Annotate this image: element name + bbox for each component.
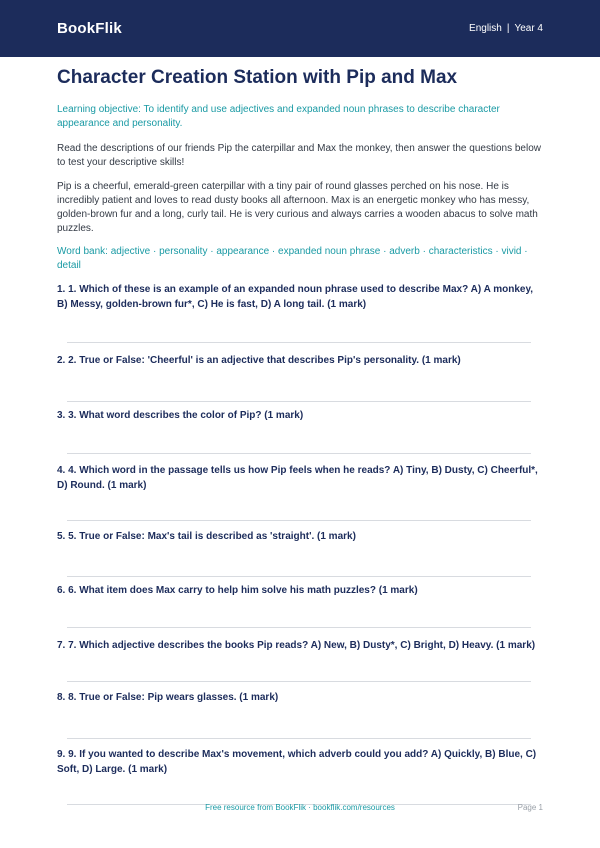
year-label: Year 4 xyxy=(514,23,543,34)
answer-line-1[interactable] xyxy=(67,342,531,343)
breadcrumb xyxy=(469,23,543,34)
question-3: 3. 3. What word describes the color of Pip? (1 mark) xyxy=(57,410,304,421)
page-header xyxy=(0,0,600,57)
answer-line-5[interactable] xyxy=(67,576,531,577)
worksheet-intro xyxy=(57,64,543,273)
answer-line-7[interactable] xyxy=(67,681,531,682)
page-footer xyxy=(0,801,600,815)
question-8: 8. 8. True or False: Pip wears glasses. (1 mark) xyxy=(57,692,279,703)
question-9: 9. 9. If you wanted to describe Max's movement, which adverb could you add? A) Quickly, B) Blue, C) Soft, D) Large. (1 mark) xyxy=(57,749,537,775)
brand-logo[interactable]: BookFlik xyxy=(57,20,122,37)
question-5: 5. 5. True or False: Max's tail is described as 'straight'. (1 mark) xyxy=(57,531,356,542)
word-bank: Word bank: adjective · personality · appearance · expanded noun phrase · adverb · characteristics · vivid · detail xyxy=(57,246,528,271)
question-1: 1. 1. Which of these is an example of an expanded noun phrase used to describe Max? A) A monkey, B) Messy, golden-brown fur*, C) He is fast, D) A long tail. (1 mark) xyxy=(57,284,534,310)
answer-line-3[interactable] xyxy=(67,453,531,454)
reading-passage: Pip is a cheerful, emerald-green caterpillar with a tiny pair of round glasses perched on his nose. He is incredibly patient and loves to read dusty books all afternoon. Max is an energetic monkey who has messy, golden-brown fur and a long, curly tail. He is very curious and always carries a wooden abacus to solve math puzzles. xyxy=(57,181,538,234)
answer-line-8[interactable] xyxy=(67,738,531,739)
answer-line-4[interactable] xyxy=(67,520,531,521)
breadcrumb-separator: | xyxy=(506,23,510,34)
footer-link[interactable]: Free resource from BookFlik · bookflik.com/resources xyxy=(205,803,395,812)
question-2: 2. 2. True or False: 'Cheerful' is an adjective that describes Pip's personality. (1 mark) xyxy=(57,355,461,366)
question-7: 7. 7. Which adjective describes the books Pip reads? A) New, B) Dusty*, C) Bright, D) Heavy. (1 mark) xyxy=(57,640,536,651)
question-4: 4. 4. Which word in the passage tells us how Pip feels when he reads? A) Tiny, B) Dusty, C) Cheerful*, D) Round. (1 mark) xyxy=(57,465,538,491)
page-number: Page 1 xyxy=(517,803,543,812)
answer-line-6[interactable] xyxy=(67,627,531,628)
question-6: 6. 6. What item does Max carry to help him solve his math puzzles? (1 mark) xyxy=(57,585,418,596)
learning-objective: Learning objective: To identify and use adjectives and expanded noun phrases to describe character appearance and personality. xyxy=(57,104,500,129)
page-title: Character Creation Station with Pip and Max xyxy=(57,67,458,88)
answer-line-2[interactable] xyxy=(67,401,531,402)
subject-label: English xyxy=(469,23,502,34)
question-list xyxy=(57,282,543,805)
intro-text: Read the descriptions of our friends Pip the caterpillar and Max the monkey, then answer the questions below to test your descriptive skills! xyxy=(57,143,541,168)
